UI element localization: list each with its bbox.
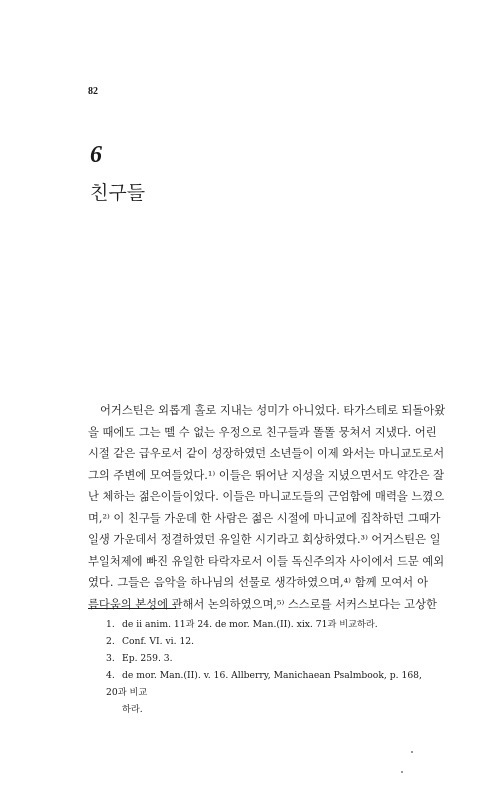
footnote-text: de ii anim. 11과 24. de mor. Man.(II). xix. 71과 비교하라. [122, 619, 378, 630]
footnotes [106, 616, 432, 718]
chapter-title: 친구들 [90, 182, 146, 204]
footnote-text: de mor. Man.(II). v. 16. Allberry, Manichaean Psalmbook, p. 168, 20과 비교 [106, 670, 422, 698]
footnote [106, 650, 432, 667]
footnote-text: Ep. 259. 3. [122, 653, 173, 664]
footnote [106, 633, 432, 650]
body-line: 며,²⁾ 이 친구들 가운데 한 사람은 젊은 시절에 마니교에 집착하던 그때가 [88, 511, 441, 525]
body-text [88, 400, 446, 615]
body-line: 름다움의 본성에 관해서 논의하였으며,⁵⁾ 스스로를 서커스보다는 고상한 [88, 597, 437, 611]
footnote-rule [88, 608, 176, 609]
footnote-number: 4. [106, 670, 115, 681]
scan-speck [411, 751, 413, 753]
footnote-number: 1. [106, 619, 115, 630]
body-line: 을 때에도 그는 뗄 수 없는 우정으로 친구들과 똘똘 뭉쳐서 지냈다. 어린 [88, 425, 437, 439]
footnote-continuation: 하라. [122, 704, 143, 715]
body-line: 난 체하는 젊은이들이었다. 이들은 마니교도들의 근엄함에 매력을 느꼈으 [88, 490, 445, 503]
body-line: 그의 주변에 모여들었다.¹⁾ 이들은 뛰어난 지성을 지녔으면서도 약간은 잘 [88, 468, 445, 482]
body-line: 시절 같은 급우로서 같이 성장하였던 소년들이 이제 와서는 마니교도로서 [88, 447, 445, 460]
page-number: 82 [88, 86, 98, 97]
footnote [106, 667, 432, 718]
footnote-number: 3. [106, 653, 115, 664]
footnote-text: Conf. VI. vi. 12. [122, 636, 195, 647]
footnote [106, 616, 432, 633]
body-line: 부일처제에 빠진 유일한 타락자로서 이들 독신주의자 사이에서 드문 예외 [88, 554, 445, 568]
chapter-number: 6 [90, 142, 102, 168]
scan-speck [401, 771, 403, 773]
body-line: 일생 가운데서 정결하였던 유일한 시기라고 회상하였다.³⁾ 어거스틴은 일 [88, 533, 441, 546]
footnote-number: 2. [106, 636, 115, 647]
body-line: 였다. 그들은 음악을 하나님의 선물로 생각하였으며,⁴⁾ 함께 모여서 아 [88, 576, 428, 589]
body-line: 어거스틴은 외롭게 홀로 지내는 성미가 아니었다. 타가스테로 되돌아왔 [100, 404, 446, 417]
